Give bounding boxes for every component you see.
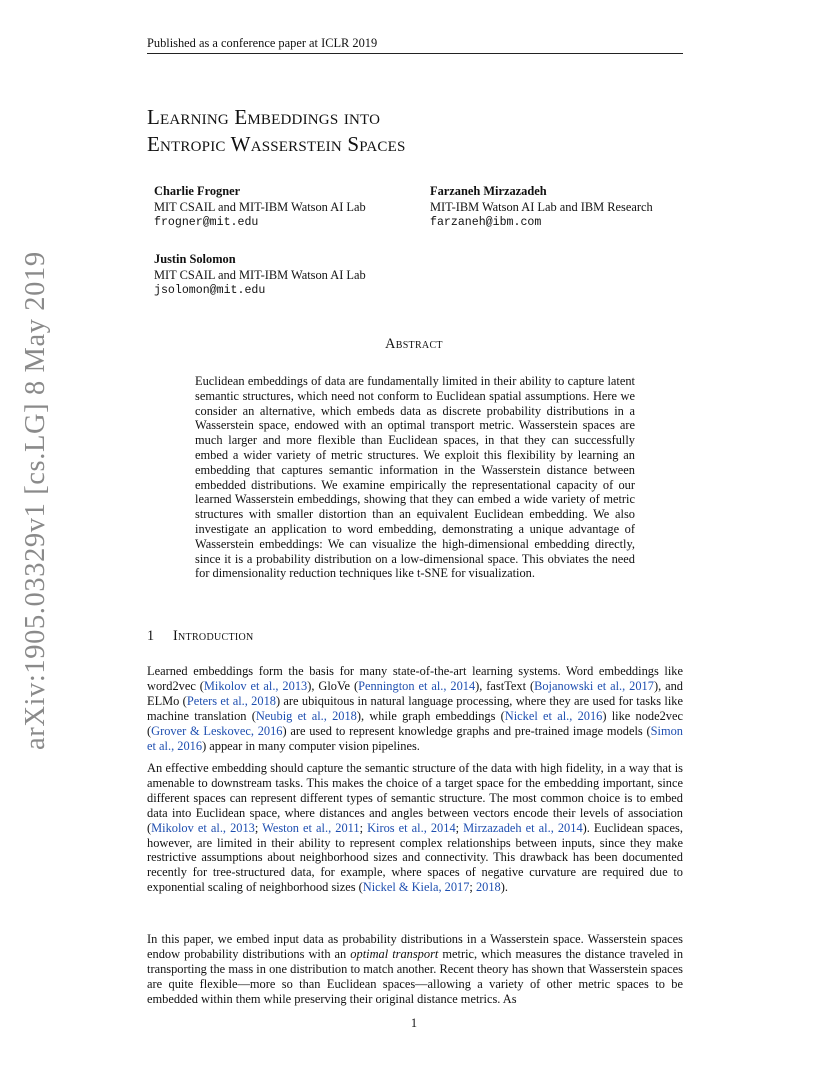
citation-link[interactable]: Weston et al., 2011: [262, 820, 360, 835]
title-line-1: Learning Embeddings into: [147, 105, 381, 129]
author-block: [154, 252, 366, 299]
section-heading-introduction: [147, 628, 254, 645]
citation-link[interactable]: Peters et al., 2018: [186, 693, 276, 708]
author-affiliation: MIT-IBM Watson AI Lab and IBM Research: [430, 199, 653, 214]
intro-paragraph-1: [147, 664, 683, 753]
text-run: ), GloVe (: [307, 678, 359, 693]
text-run: metric, which measures the distance traveled in transporting the mass in one distribution to match another. Recent theory has shown that Wasserstein spaces are quite flexible—more so than Euclidean spaces—allowing a variety of other metric spaces to be embedded within them while preserving their original distance metrics. As: [147, 946, 684, 1006]
citation-link[interactable]: 2018: [475, 880, 501, 895]
text-run: Learned embeddings form the basis for many state-of-the-art learning systems. Word embeddings like word2vec (: [147, 664, 683, 693]
citation-link[interactable]: Nickel et al., 2016: [504, 708, 603, 723]
citation-link[interactable]: Kiros et al., 2014: [367, 820, 456, 835]
text-run: ), and ELMo (: [147, 678, 683, 708]
text-run: ) are ubiquitous in natural language processing, where they are used for tasks like machine translation (: [147, 693, 683, 723]
citation-link[interactable]: Bojanowski et al., 2017: [534, 678, 654, 693]
text-run: An effective embedding should capture the semantic structure of the data with high fidelity, in a way that is amenable to downstream tasks. This makes the choice of a target space for the embedding important, since different spaces can represent different types of semantic structure. The most common choice is to embed data into Euclidean space, where distances and angles between vectors encode their levels of association (: [147, 761, 683, 835]
intro-paragraph-2: [147, 761, 683, 895]
paper-title: [147, 104, 707, 158]
text-run: ).: [500, 880, 508, 895]
arxiv-stamp: arXiv:1905.03329v1 [cs.LG] 8 May 2019: [20, 251, 51, 750]
author-affiliation: MIT CSAIL and MIT-IBM Watson AI Lab: [154, 199, 366, 214]
title-line-2: Entropic Wasserstein Spaces: [147, 132, 406, 156]
citation-link[interactable]: Grover & Leskovec, 2016: [151, 723, 283, 738]
section-number: 1: [147, 628, 155, 644]
text-run: ) like node2vec (: [147, 708, 683, 738]
abstract-text: Euclidean embeddings of data are fundamentally limited in their ability to capture latent semantic structures, which need not conform to Euclidean spatial assumptions. Here we consider an alternative, which embeds data as discrete probability distributions in a Wasserstein space, endowed with an optimal transport metric. Wasserstein spaces are much larger and more flexible than Euclidean spaces, in that they can successfully embed a wider variety of metric structures. We exploit this flexibility by learning an embedding that captures semantic information in the Wasserstein distance between embedded distributions. We examine empirically the representational capacity of our learned Wasserstein embeddings, showing that they can embed a wide variety of metric structures with smaller distortion than an equivalent Euclidean embedding. We also investigate an application to word embedding, demonstrating a unique advantage of Wasserstein embeddings: We can visualize the high-dimensional embedding directly, since it is a probability distribution on a low-dimensional space. This obviates the need for dimensionality reduction techniques like t-SNE for visualization.: [195, 374, 635, 581]
author-name: Charlie Frogner: [154, 184, 241, 198]
author-name: Farzaneh Mirzazadeh: [430, 184, 547, 198]
text-run: ;: [455, 820, 464, 835]
abstract-heading: Abstract: [385, 336, 443, 352]
section-title: Introduction: [173, 628, 254, 644]
text-run: ;: [254, 820, 263, 835]
author-block: [154, 184, 366, 231]
author-block: [430, 184, 653, 231]
page-number: 1: [410, 1016, 418, 1030]
citation-link[interactable]: Simon et al., 2016: [147, 723, 683, 753]
citation-link[interactable]: Nickel & Kiela, 2017: [362, 880, 470, 895]
author-email[interactable]: jsolomon@mit.edu: [154, 284, 266, 297]
author-name: Justin Solomon: [154, 252, 236, 266]
author-email[interactable]: farzaneh@ibm.com: [430, 216, 542, 229]
citation-link[interactable]: Neubig et al., 2018: [255, 708, 357, 723]
text-run: In this paper, we embed input data as probability distributions in a Wasserstein space. Wasserstein spaces endow probability distributions with an: [147, 932, 683, 961]
author-affiliation: MIT CSAIL and MIT-IBM Watson AI Lab: [154, 267, 366, 282]
citation-link[interactable]: Mikolov et al., 2013: [203, 678, 308, 693]
citation-link[interactable]: Mirzazadeh et al., 2014: [463, 820, 583, 835]
emphasis-text: optimal transport: [350, 946, 439, 961]
text-run: ;: [469, 880, 476, 895]
text-run: ), while graph embeddings (: [356, 708, 505, 723]
text-run: ) appear in many computer vision pipelines.: [202, 738, 420, 753]
citation-link[interactable]: Mikolov et al., 2013: [151, 820, 255, 835]
running-header: Published as a conference paper at ICLR 2019: [147, 35, 683, 54]
text-run: ;: [359, 820, 368, 835]
citation-link[interactable]: Pennington et al., 2014: [358, 678, 476, 693]
text-run: ) are used to represent knowledge graphs and pre-trained image models (: [282, 723, 651, 738]
text-run: ). Euclidean spaces, however, are limited in their ability to represent complex relationships between inputs, since they make restrictive assumptions about neighborhood sizes and connectivity. This drawback has been documented recently for tree-structured data, for example, where spaces of negative curvature are required due to exponential scaling of neighborhood sizes (: [147, 820, 683, 895]
author-email[interactable]: frogner@mit.edu: [154, 216, 259, 229]
intro-paragraph-3: [147, 932, 683, 1007]
text-run: ), fastText (: [475, 678, 535, 693]
